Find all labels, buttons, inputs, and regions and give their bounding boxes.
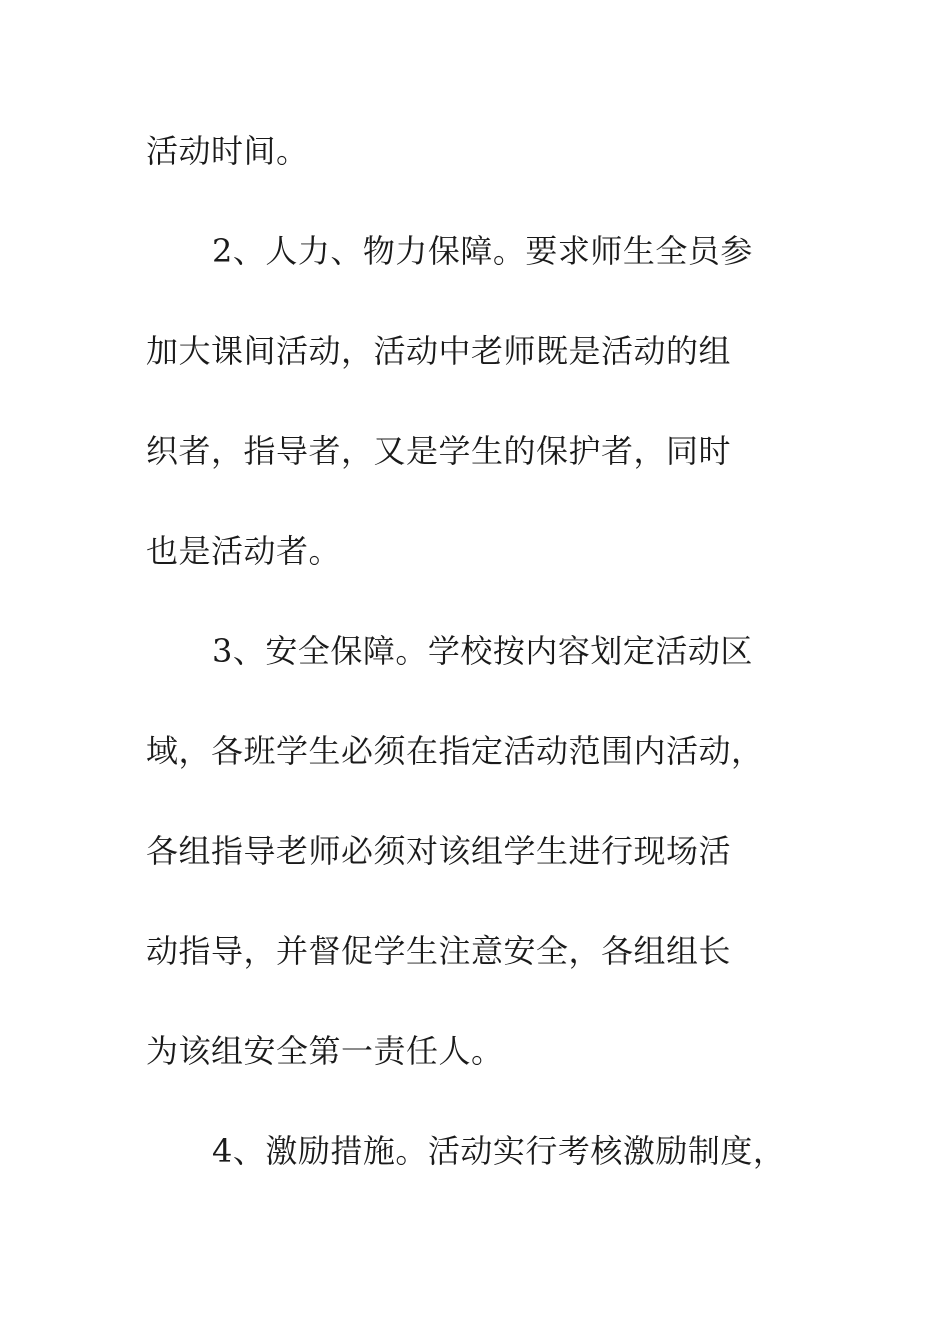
paragraph-heading-line: 4、激励措施。活动实行考核激励制度，: [212, 1132, 786, 1170]
text-line: 各组指导老师必须对该组学生进行现场活: [146, 832, 732, 870]
text-line: 也是活动者。: [146, 532, 342, 570]
paragraph-heading-line: 2、人力、物力保障。要求师生全员参: [212, 232, 753, 270]
text-line: 活动时间。: [146, 132, 309, 170]
text-line: 域，各班学生必须在指定活动范围内活动，: [146, 732, 764, 770]
text-line: 加大课间活动，活动中老师既是活动的组: [146, 332, 732, 370]
text-line: 动指导，并督促学生注意安全，各组组长: [146, 932, 732, 970]
text-line: 为该组安全第一责任人。: [146, 1032, 504, 1070]
text-line: 织者，指导者，又是学生的保护者，同时: [146, 432, 732, 470]
paragraph-heading-line: 3、安全保障。学校按内容划定活动区: [212, 632, 753, 670]
